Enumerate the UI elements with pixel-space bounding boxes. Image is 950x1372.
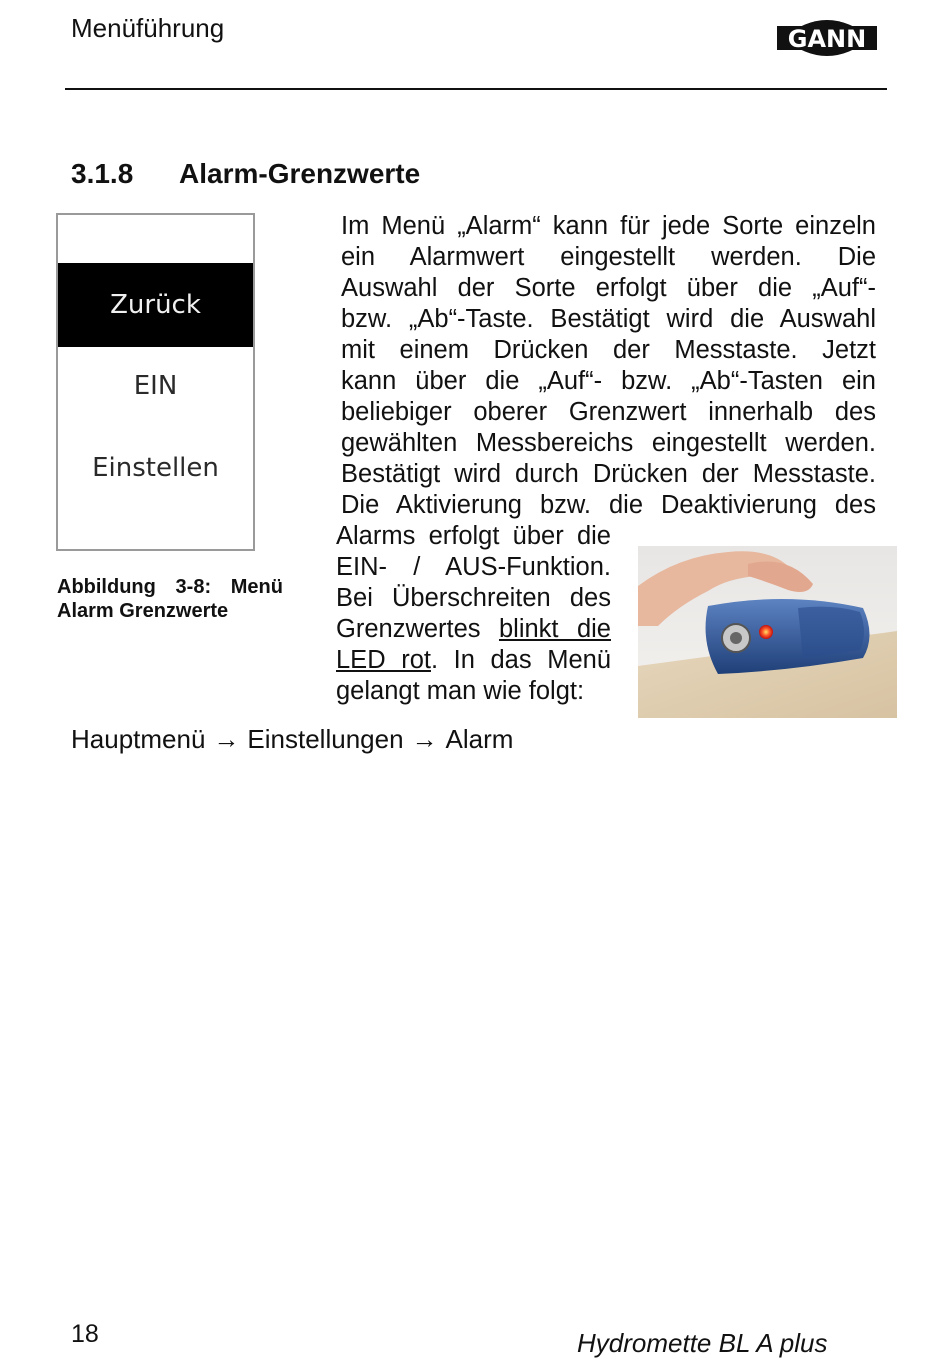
menu-path: [71, 724, 513, 755]
text-fragment: . In das Menü: [430, 646, 611, 674]
page-number: 18: [71, 1320, 99, 1348]
paragraph-main: [341, 211, 876, 521]
text-line: EIN- / AUS-Funktion.: [336, 553, 611, 581]
text-line: mit einem Drücken der Messtaste. Jetzt: [341, 336, 876, 364]
header-rule: [65, 88, 887, 90]
text-line: ein Alarmwert eingestellt werden. Die: [341, 243, 876, 271]
text-line: bzw. „Ab“-Taste. Bestätigt wird die Auswahl: [341, 305, 876, 333]
text-line: Alarms erfolgt über die: [336, 522, 611, 550]
caption-line-1: Abbildung 3-8: Menü: [57, 576, 283, 598]
text-line: kann über die „Auf“- bzw. „Ab“-Tasten ein: [341, 367, 876, 395]
header-title: Menüführung: [71, 13, 225, 43]
paragraph-continued: [336, 521, 611, 707]
menu-item-zurueck: Zurück: [58, 263, 253, 347]
text-line: beliebiger oberer Grenzwert innerhalb des: [341, 398, 876, 426]
section-title: Alarm-Grenzwerte: [179, 158, 421, 189]
text-line: Bestätigt wird durch Drücken der Messtaste.: [341, 460, 876, 488]
menu-item-ein: EIN: [133, 371, 178, 401]
text-line: gewählten Messbereichs eingestellt werden.: [341, 429, 876, 457]
path-step-3: Alarm: [445, 724, 514, 754]
gann-logo: [775, 8, 879, 68]
text-line: [336, 614, 611, 645]
underlined-text: LED rot: [336, 646, 431, 674]
text-line: gelangt man wie folgt:: [336, 677, 585, 705]
text-fragment: Grenzwertes: [336, 615, 499, 643]
product-name: Hydromette BL A plus: [577, 1328, 828, 1358]
text-line: Die Aktivierung bzw. die Deaktivierung des: [341, 491, 876, 519]
arrow-right-icon: →: [213, 724, 240, 754]
text-line: Bei Überschreiten des: [336, 584, 611, 612]
path-step-1: Hauptmenü: [71, 724, 206, 754]
caption-line-2: Alarm Grenzwerte: [57, 600, 229, 622]
text-line: Auswahl der Sorte erfolgt über die „Auf“-: [341, 274, 876, 302]
arrow-right-icon: →: [411, 724, 438, 754]
text-line: [336, 645, 611, 676]
menu-item-einstellen: Einstellen: [92, 453, 219, 483]
device-menu-screen: [56, 213, 255, 551]
underlined-text: blinkt die: [498, 615, 611, 643]
logo-text: GANN: [787, 25, 867, 53]
path-step-2: Einstellungen: [247, 724, 404, 754]
section-heading: [71, 158, 420, 190]
text-line: Im Menü „Alarm“ kann für jede Sorte einzeln: [341, 212, 876, 240]
device-photo: [638, 546, 897, 718]
figure-caption: [57, 575, 283, 623]
section-number: 3.1.8: [71, 158, 134, 189]
